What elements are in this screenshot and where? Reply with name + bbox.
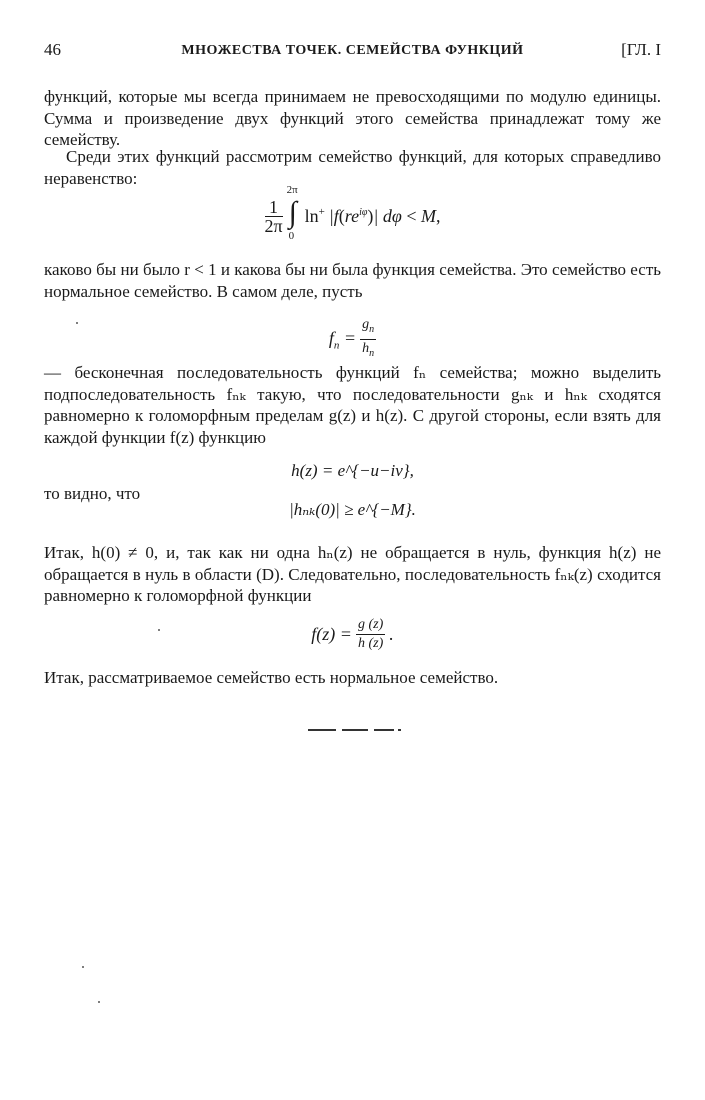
- fraction-1-over-2pi: $\frac{1}{2\pi}$: [264, 196, 283, 236]
- print-speck: [98, 1001, 100, 1003]
- print-speck: [76, 322, 78, 324]
- paragraph-3: каково бы ни было r < 1 и какова бы ни была функция семейства. Это семейство есть нормальное семейство. В самом деле, пусть: [44, 260, 661, 301]
- running-title: МНОЖЕСТВА ТОЧЕК. СЕМЕЙСТВА ФУНКЦИЙ: [181, 43, 524, 58]
- paragraph-4: — бесконечная последовательность функций fₙ семейства; можно выделить подпоследовательность fₙₖ такую, что последовательности gₙₖ и hₙₖ сходятся равномерно к голоморфным пределам g(z) и h(z). С другой стороны, если взять для каждой функции f(z) функцию: [44, 363, 661, 447]
- paragraph-7: Итак, рассматриваемое семейство есть нормальное семейство.: [44, 668, 499, 687]
- chapter-marker: [ГЛ. I: [621, 40, 661, 59]
- paragraph-5-label: то видно, что: [44, 484, 141, 503]
- integral-sign: 2π ∫ 0: [286, 184, 298, 242]
- paragraph-1: функций, которые мы всегда принимаем не превосходящими по модулю единицы. Сумма и произведение двух функций этого семейства принадлежат тому же семейству.: [44, 87, 661, 149]
- integral-formula: $\frac{1}{2\pi}$ 2π ∫ 0 ln+ $|f(re^{i\varphi})|$ dφ < M,: [0, 186, 705, 246]
- integral-formula-text: [0, 246, 1, 247]
- end-rule: [308, 729, 408, 731]
- h-formula: h(z) = e^{−u−iv},: [291, 461, 414, 480]
- paragraph-2: Среди этих функций рассмотрим семейство функций, для которых справедливо неравенство:: [44, 147, 661, 188]
- print-speck: [158, 629, 160, 631]
- fn-formula-text: [0, 363, 1, 364]
- hn0-formula: |hₙₖ(0)| ≥ e^{−M}.: [289, 500, 416, 519]
- fn-formula: $f_n$ = $\frac{g_n}{h_n}$: [0, 316, 705, 363]
- print-speck: [82, 966, 84, 968]
- page-number: 46: [44, 40, 61, 59]
- paragraph-6: Итак, h(0) ≠ 0, и, так как ни одна hₙ(z) не обращается в нуль, функция h(z) не обращается в нуль в области (D). Следовательно, последовательность fₙₖ(z) сходится равномерно к голоморфной функции: [44, 543, 661, 605]
- fz-formula: f(z) = $\frac{g (z)}{h (z)}$ .: [0, 616, 705, 653]
- fz-formula-text: [0, 653, 1, 654]
